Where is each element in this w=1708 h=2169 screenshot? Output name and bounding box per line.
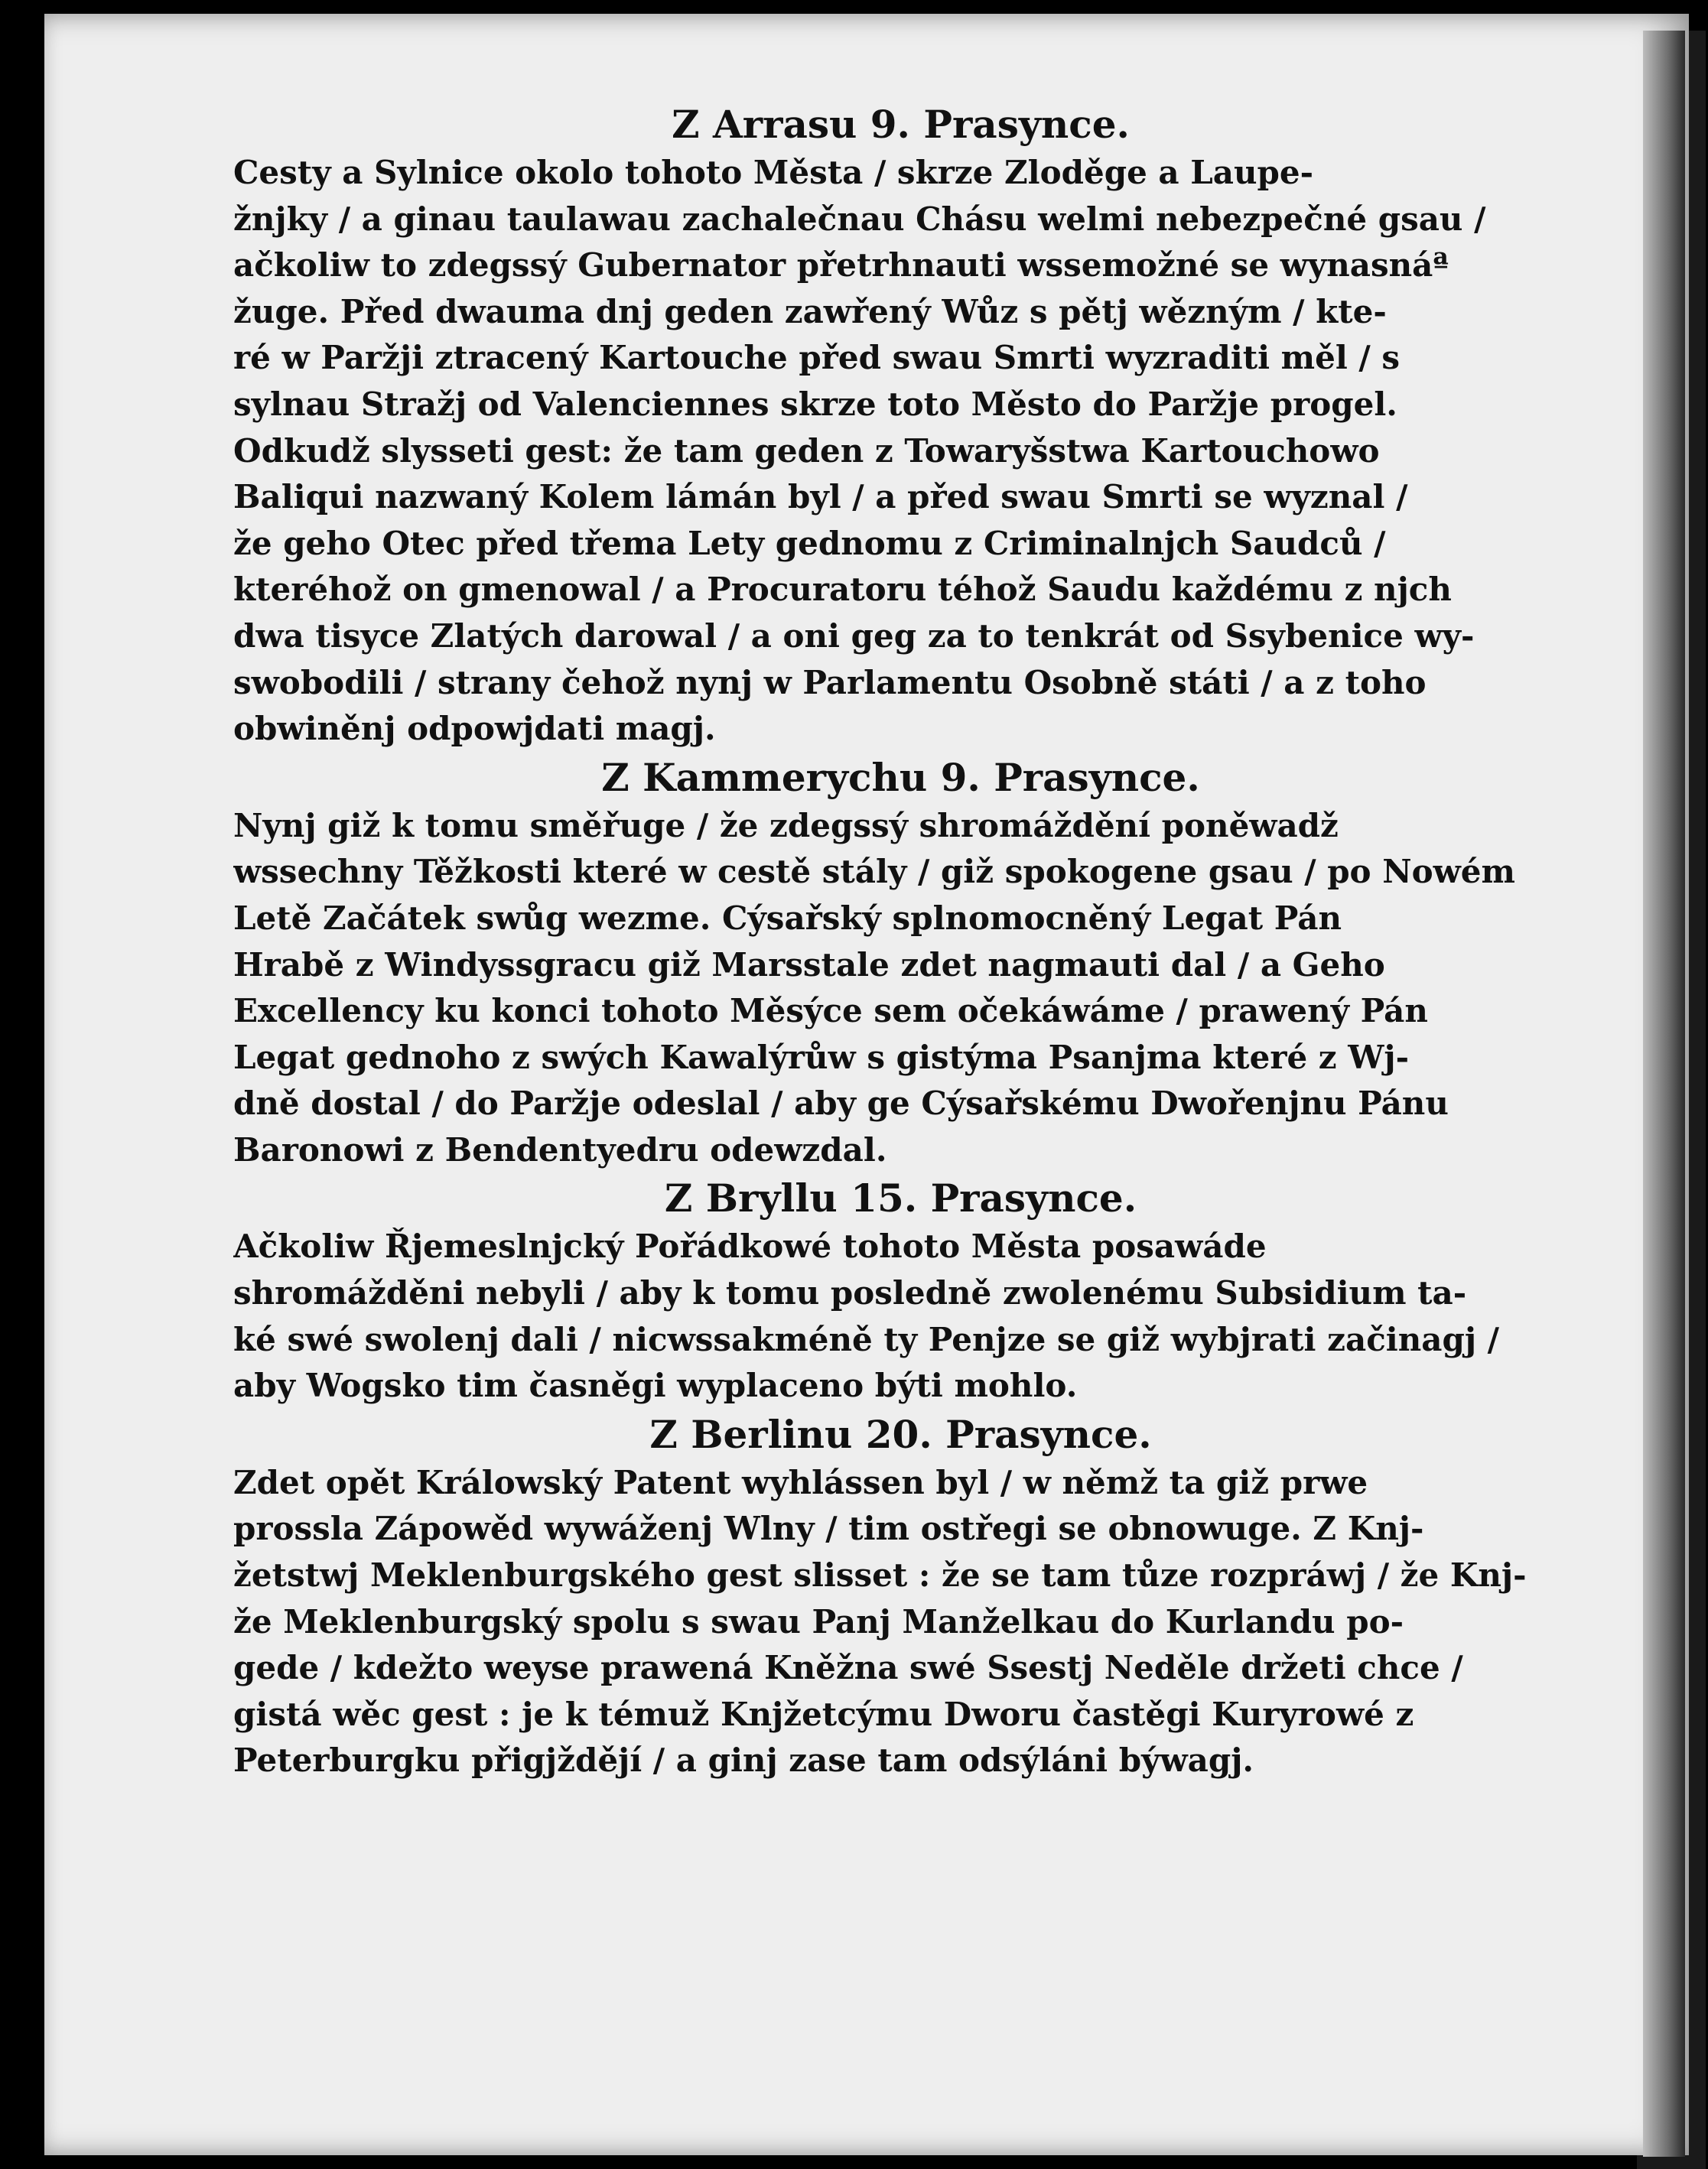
section-heading: Z Arrasu 9. Prasynce. (672, 102, 1130, 147)
text-line: Hrabě z Windyssgracu giž Marsstale zdet nagmauti dal / a Geho (233, 945, 1385, 984)
section-body (233, 803, 1568, 1174)
text-line: Nynj giž k tomu směřuge / že zdegssý shromáždění poněwadž (233, 806, 1339, 844)
page-fold (1643, 31, 1685, 2157)
text-line: Baliqui nazwaný Kolem lámán byl / a před swau Smrti se wyznal / (233, 478, 1408, 516)
text-line: že Meklenburgský spolu s swau Panj Manželkau do Kurlandu po- (233, 1602, 1404, 1641)
text-line: Baronowi z Bendentyedru odewzdal. (233, 1130, 887, 1169)
text-line: Excellency ku konci tohoto Měsýce sem očekáwáme / prawený Pán (233, 992, 1428, 1030)
text-line: dně dostal / do Paržje odeslal / aby ge Cýsařskému Dwořenjnu Pánu (233, 1084, 1449, 1123)
section-body (233, 1224, 1568, 1409)
text-line: ré w Paržji ztracený Kartouche před swau Smrti wyzraditi měl / s (233, 339, 1401, 377)
section-arras (233, 99, 1568, 753)
text-line: Odkudž slysseti gest: že tam geden z Towaryšstwa Kartouchowo (233, 431, 1380, 470)
section-kammerych (233, 753, 1568, 1174)
text-line: sylnau Stražj od Valenciennes skrze toto Město do Paržje progel. (233, 385, 1397, 423)
text-line: swobodili / strany čehož nynj w Parlamentu Osobně státi / a z toho (233, 663, 1427, 701)
text-line: Legat gednoho z swých Kawalýrůw s gistýma Psanjma které z Wj- (233, 1038, 1410, 1076)
text-line: Letě Začátek swůg wezme. Cýsařský splnomocněný Legat Pán (233, 899, 1342, 937)
text-line: obwiněnj odpowjdati magj. (233, 710, 716, 748)
section-body (233, 150, 1568, 753)
text-line: aby Wogsko tim časněgi wyplaceno býti mohlo. (233, 1367, 1078, 1405)
text-line: gistá wěc gest : je k témuž Knjžetcýmu Dworu častěgi Kuryrowé z (233, 1695, 1414, 1733)
text-line: Ačkoliw Řjemeslnjcký Pořádkowé tohoto Města posawáde (233, 1228, 1267, 1266)
section-body (233, 1460, 1568, 1784)
text-line: Zdet opět Králowský Patent wyhlássen byl / w němž ta giž prwe (233, 1463, 1368, 1501)
document-text (233, 99, 1568, 1784)
text-line: že geho Otec před třema Lety gednomu z Criminalnjch Saudců / (233, 524, 1386, 562)
text-line: Peterburgku přigjždějí / a ginj zase tam odsýláni býwagj. (233, 1741, 1254, 1780)
text-line: žetstwj Meklenburgského gest slisset : že se tam tůze rozpráwj / že Knj- (233, 1556, 1527, 1595)
text-line: Cesty a Sylnice okolo tohoto Města / skrze Zloděge a Laupe- (233, 154, 1314, 191)
section-heading: Z Berlinu 20. Prasynce. (649, 1411, 1152, 1457)
text-line: žnjky / a ginau taulawau zachalečnau Chásu welmi nebezpečné gsau / (233, 200, 1486, 238)
text-line: kteréhož on gmenowal / a Procuratoru téhož Saudu každému z njch (233, 571, 1452, 609)
section-berlin (233, 1410, 1568, 1784)
text-line: dwa tisyce Zlatých darowal / a oni geg za to tenkrát od Ssybenice wy- (233, 616, 1475, 655)
section-bryll (233, 1173, 1568, 1409)
section-heading: Z Kammerychu 9. Prasynce. (601, 754, 1200, 800)
text-line: žuge. Před dwauma dnj geden zawřený Wůz s pětj wězným / kte- (233, 292, 1387, 330)
text-line: prossla Zápowěd wywáženj Wlny / tim ostřegi se obnowuge. Z Knj- (233, 1510, 1424, 1548)
text-line: shromážděni nebyli / aby k tomu posledně zwolenému Subsidium ta- (233, 1274, 1467, 1312)
text-line: wssechny Těžkosti které w cestě stály / giž spokogene gsau / po Nowém (233, 853, 1515, 891)
text-line: gede / kdežto weyse prawená Kněžna swé Ssestj Neděle držeti chce / (233, 1649, 1463, 1687)
text-line: ké swé swolenj dali / nicwssakméně ty Penjze se giž wybjrati začinagj / (233, 1320, 1500, 1358)
text-line: ačkoliw to zdegssý Gubernator přetrhnauti wssemožné se wynasnáª (233, 246, 1449, 285)
section-heading: Z Bryllu 15. Prasynce. (664, 1176, 1137, 1221)
